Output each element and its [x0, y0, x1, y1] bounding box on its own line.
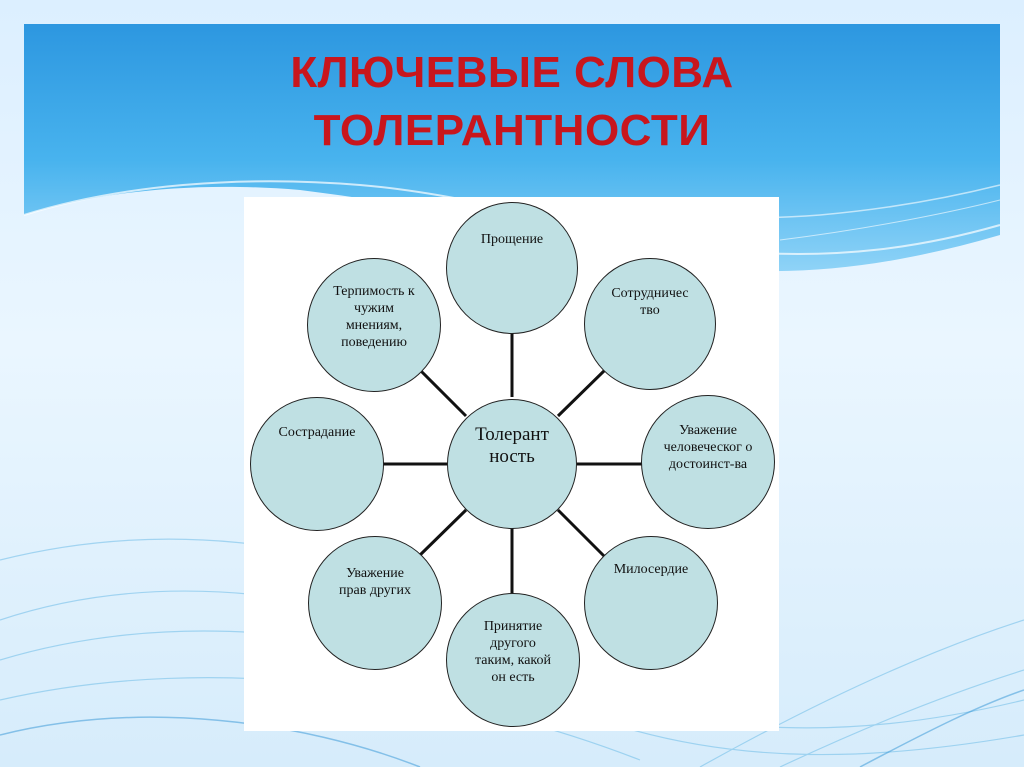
node-uvazhenie-dostoinstva: [641, 395, 775, 529]
node-proshchenie-label: Прощение: [480, 232, 544, 247]
title-line-2: ТОЛЕРАНТНОСТИ: [313, 106, 711, 155]
slide-title: [24, 44, 1000, 160]
node-terpimost: [307, 258, 441, 392]
node-sostradanie: [250, 397, 384, 531]
connector-sotrudnichestvo: [558, 369, 606, 416]
title-line-1: КЛЮЧЕВЫЕ СЛОВА: [290, 48, 734, 97]
connector-miloserdie: [558, 510, 605, 557]
center-node-label: Толерант ность: [475, 424, 549, 467]
node-prinyatie: [446, 593, 580, 727]
tolerance-diagram: [244, 197, 779, 731]
node-miloserdie: [584, 536, 718, 670]
node-sostradanie-label: Сострадание: [278, 425, 356, 440]
node-miloserdie-label: Милосердие: [613, 562, 689, 577]
node-terpimost-label: Терпимость к чужим мнениям, поведению: [333, 284, 415, 350]
node-uvazhenie-dostoinstva-label: Уважение человеческог о достоинст-ва: [663, 423, 753, 472]
connector-uvazhenie-prav: [418, 510, 466, 557]
node-sotrudnichestvo-label: Сотрудничес тво: [611, 286, 689, 318]
center-node: [447, 399, 577, 529]
node-uvazhenie-prav-label: Уважение прав других: [339, 566, 411, 598]
node-sotrudnichestvo: [584, 258, 716, 390]
node-prinyatie-label: Принятие другого таким, какой он есть: [474, 619, 552, 685]
connector-terpimost: [419, 369, 466, 416]
node-uvazhenie-prav: [308, 536, 442, 670]
node-proshchenie: [446, 202, 578, 334]
